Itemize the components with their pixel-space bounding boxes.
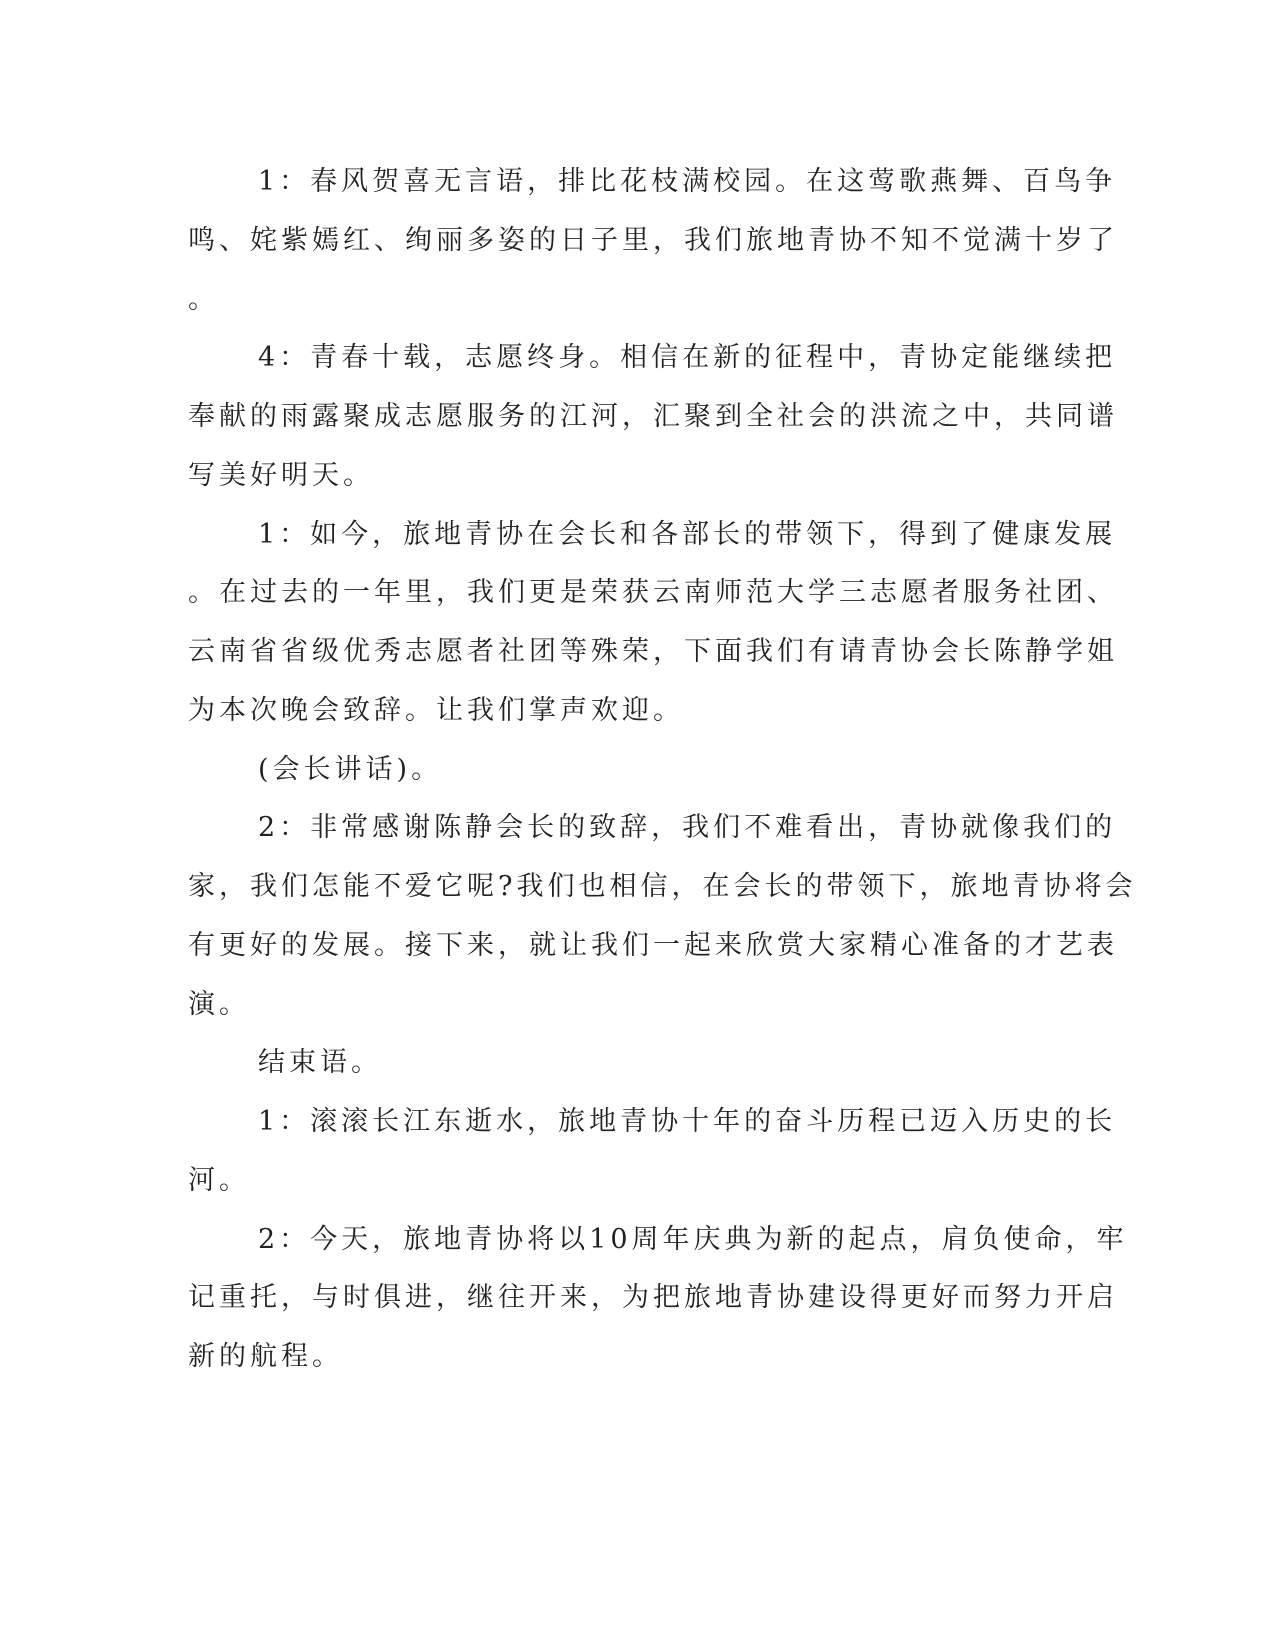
text-line: 2：今天，旅地青协将以10周年庆典为新的起点，肩负使命，牢	[258, 1224, 1128, 1255]
text-line: 4：青春十载，志愿终身。相信在新的征程中，青协定能继续把	[258, 342, 1117, 373]
text-line: 记重托，与时俱进，继往开来，为把旅地青协建设得更好而努力开启	[188, 1282, 1118, 1313]
text-line: 1：春风贺喜无言语，排比花枝满校园。在这莺歌燕舞、百鸟争	[258, 166, 1117, 197]
text-line: 家，我们怎能不爱它呢?我们也相信，在会长的带领下，旅地青协将会	[188, 871, 1137, 902]
text-line: 1：滚滚长江东逝水，旅地青协十年的奋斗历程已迈入历史的长	[258, 1106, 1117, 1137]
text-line: 河。	[188, 1165, 250, 1196]
text-line: (会长讲话)。	[258, 754, 443, 785]
text-line: 新的航程。	[188, 1341, 343, 1372]
text-line: 2：非常感谢陈静会长的致辞，我们不难看出，青协就像我们的	[258, 812, 1117, 843]
text-line: 写美好明天。	[188, 460, 374, 491]
text-line: 1：如今，旅地青协在会长和各部长的带领下，得到了健康发展	[258, 519, 1117, 550]
text-line: 。在过去的一年里，我们更是荣获云南师范大学三志愿者服务社团、	[188, 577, 1118, 608]
text-line: 云南省省级优秀志愿者社团等殊荣，下面我们有请青协会长陈静学姐	[188, 636, 1118, 667]
text-line: 演。	[188, 989, 250, 1020]
text-line: 结束语。	[258, 1047, 382, 1078]
text-line: 鸣、姹紫嫣红、绚丽多姿的日子里，我们旅地青协不知不觉满十岁了	[188, 225, 1118, 256]
text-line: 为本次晚会致辞。让我们掌声欢迎。	[188, 695, 684, 726]
text-line: 。	[188, 284, 219, 315]
text-line: 有更好的发展。接下来，就让我们一起来欣赏大家精心准备的才艺表	[188, 930, 1118, 961]
text-line: 奉献的雨露聚成志愿服务的江河，汇聚到全社会的洪流之中，共同谱	[188, 401, 1118, 432]
